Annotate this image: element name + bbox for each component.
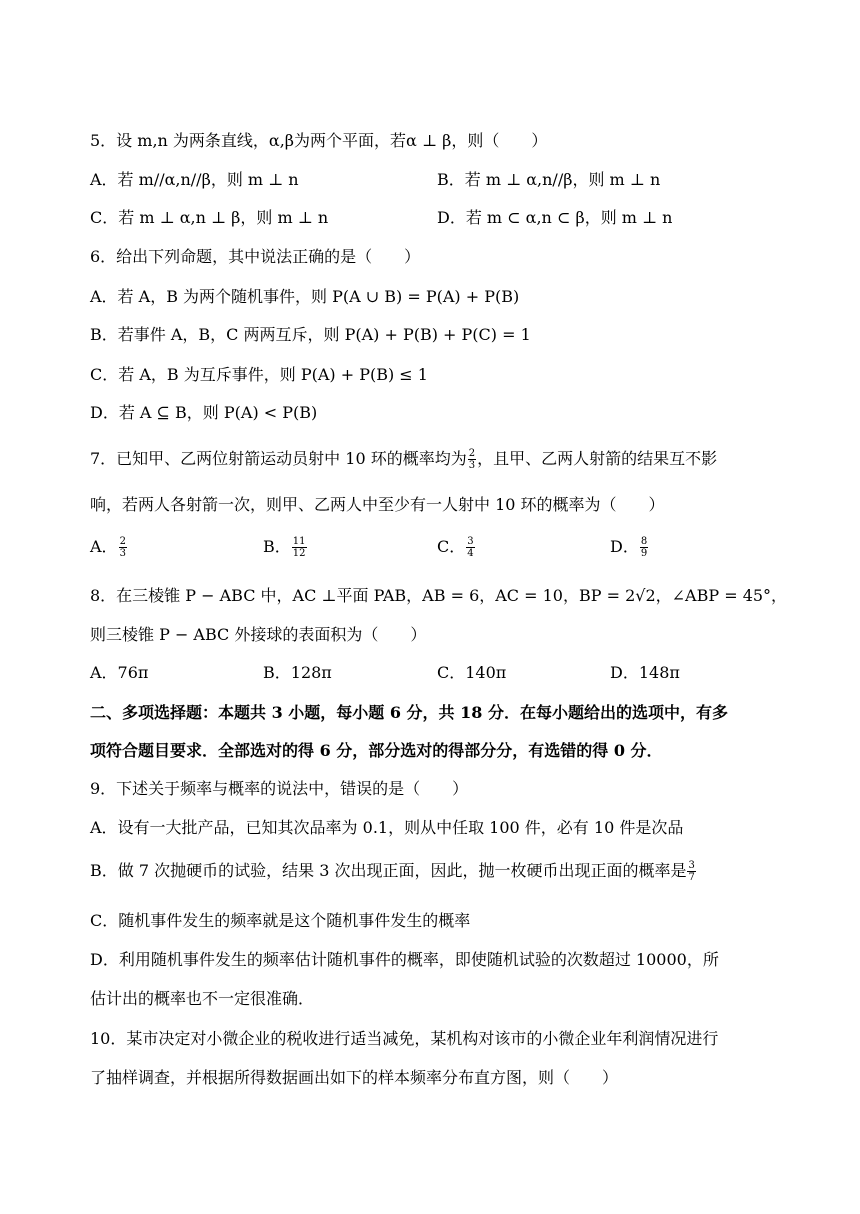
q7-a-num: 2 [119,536,126,547]
q6-stem: 6．给出下列命题，其中说法正确的是（ ） [90,247,421,266]
q9-option-b [90,860,697,883]
q7-stem-fraction [468,448,476,471]
q7-option-b-fraction [292,536,307,559]
q8-stem-line1: 8．在三棱锥 P − ABC 中，AC ⊥平面 PAB，AB = 6，AC = 10，BP = 2√2，∠ABP = 45°， [90,586,788,605]
q9-stem: 9．下述关于频率与概率的说法中，错误的是（ ） [90,779,469,798]
q8-option-d: D．148π [610,663,680,682]
q10-stem-line1: 10．某市决定对小微企业的税收进行适当减免，某机构对该市的小微企业年利润情况进行 [90,1029,719,1048]
q7-option-d-label: D． [610,537,639,556]
q9-option-d-line1: D．利用随机事件发生的频率估计随机事件的概率，即使随机试验的次数超过 10000，所 [90,950,719,969]
q9-option-b-fraction [687,860,695,883]
q7-option-c-fraction [466,536,474,559]
q8-option-c: C．140π [437,663,507,682]
q8-option-b: B．128π [263,663,332,682]
q7-stem-part2: ，且甲、乙两人射箭的结果互不影 [477,449,718,468]
q7-b-den: 12 [292,548,306,559]
q7-option-c-label: C． [437,537,466,556]
q6-option-d: D．若 A ⊆ B，则 P(A) < P(B) [90,403,318,422]
q7-d-num: 8 [640,536,648,547]
q6-option-b: B．若事件 A，B，C 两两互斥，则 P(A) + P(B) + P(C) = 1 [90,325,531,344]
q7-option-d-fraction [640,536,648,559]
q9-option-b-text: B．做 7 次抛硬币的试验，结果 3 次出现正面，因此，抛一枚硬币出现正面的概率是 [90,861,687,880]
q7-b-num: 11 [292,536,306,547]
q5-option-d: D．若 m ⊂ α,n ⊂ β，则 m ⊥ n [437,208,673,227]
q5-stem: 5．设 m,n 为两条直线，α,β为两个平面，若α ⊥ β，则（ ） [90,131,548,150]
q9-option-a: A．设有一大批产品，已知其次品率为 0.1，则从中任取 100 件，必有 10 件是次品 [90,818,684,837]
q7-stem-line1 [90,448,717,471]
q7-stem-line2: 响，若两人各射箭一次，则甲、乙两人中至少有一人射中 10 环的概率为（ ） [90,495,665,514]
q5-option-a: A．若 m//α,n//β，则 m ⊥ n [90,170,299,189]
section2-heading-line2: 项符合题目要求．全部选对的得 6 分，部分选对的得部分分，有选错的得 0 分． [90,741,663,760]
q5-option-b: B．若 m ⊥ α,n//β，则 m ⊥ n [437,170,661,189]
q7-option-b-label: B． [263,537,291,556]
q10-stem-line2: 了抽样调查，并根据所得数据画出如下的样本频率分布直方图，则（ ） [90,1068,619,1087]
q9-b-den: 7 [688,872,695,883]
q7-option-a-label: A． [90,537,118,556]
q7-c-den: 4 [467,548,474,559]
q7-option-c [437,536,476,559]
q9-b-num: 3 [688,860,695,871]
q9-option-c: C．随机事件发生的频率就是这个随机事件发生的概率 [90,911,471,930]
q9-option-d-line2: 估计出的概率也不一定很准确． [90,989,315,1008]
q7-c-num: 3 [467,536,474,547]
q7-option-a [90,536,128,559]
q6-option-a: A．若 A，B 为两个随机事件，则 P(A ∪ B) = P(A) + P(B) [90,287,520,306]
q7-option-d [610,536,649,559]
q7-d-den: 9 [640,548,648,559]
q8-option-a: A．76π [90,663,149,682]
q7-stem-part1: 7．已知甲、乙两位射箭运动员射中 10 环的概率均为 [90,449,467,468]
section2-heading-line1: 二、多项选择题：本题共 3 小题，每小题 6 分，共 18 分．在每小题给出的选项中，有多 [90,703,728,722]
q5-option-c: C．若 m ⊥ α,n ⊥ β，则 m ⊥ n [90,208,329,227]
q6-option-c: C．若 A，B 为互斥事件，则 P(A) + P(B) ≤ 1 [90,365,428,384]
q7-option-a-fraction [119,536,127,559]
q7-a-den: 3 [119,548,126,559]
q7-stem-frac-num: 2 [468,448,476,459]
q8-stem-line2: 则三棱锥 P − ABC 外接球的表面积为（ ） [90,625,427,644]
q7-option-b [263,536,308,559]
q7-stem-frac-den: 3 [468,460,476,471]
